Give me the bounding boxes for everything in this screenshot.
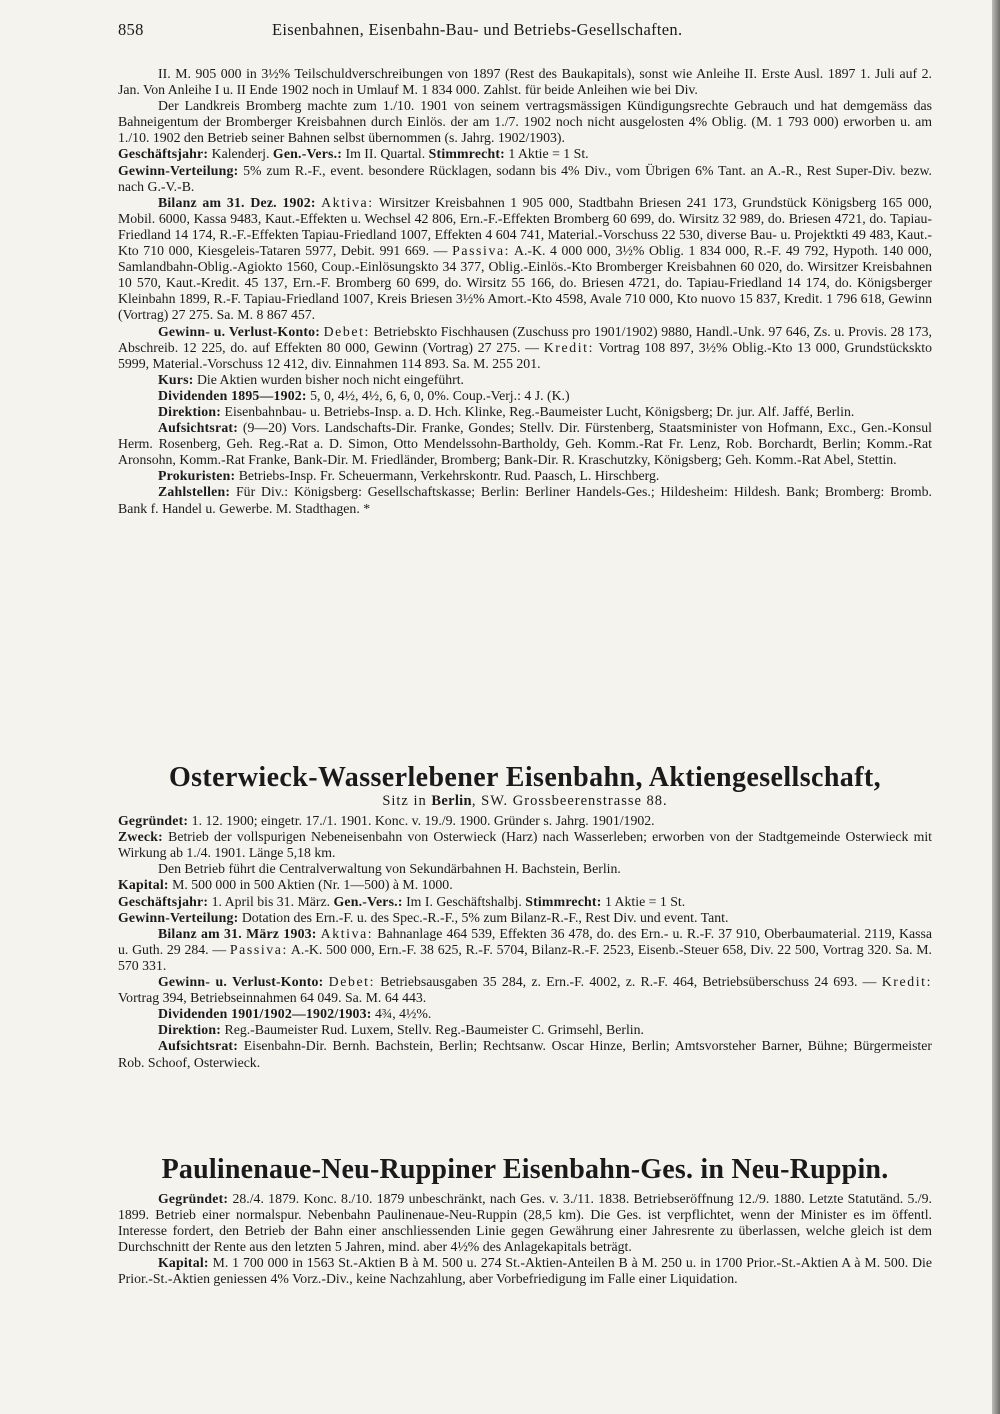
label-kredit: Kredit: — [881, 974, 933, 990]
label-debet: Debet: — [328, 974, 376, 990]
entry-zweck — [118, 829, 932, 861]
company-seat-osterwieck — [118, 793, 932, 809]
entry-direktion — [118, 1022, 932, 1038]
label-gegruendet: Gegründet: — [158, 1191, 229, 1206]
label-gen-vers: Gen.-Vers.: — [333, 893, 403, 909]
text-stimmrecht: 1 Aktie = 1 St. — [504, 146, 589, 162]
section-continuation — [118, 66, 932, 517]
seat-prefix: Sitz in — [382, 793, 432, 809]
entry-gegruendet — [118, 1191, 932, 1255]
text-gen-vers: Im I. Geschäftshalbj. — [402, 893, 526, 909]
page-number: 858 — [118, 20, 144, 39]
text-passiva: A.-K. 4 000 000, 3½% Oblig. 1 834 000, R.-F. 49 792, Hypoth. 140 000, Samlandbahn-Oblig.-Agiokto 1560, Coup.-Einlösungskto 34 377, Oblig.-Einlös.-Kto Bromberger Kreisbahnen 60 020, do. Wirsitzer Kreisbahnen 10 570, Kaut.-Kredit. 45 137, Ern.-F. Bromberg 60 699, do. Wirsitz 55 166, do. Briesen 4721, do. Tapiau-Friedland 14 174, do. Königsberger Kleinbahn 1899, R.-F. Tapiau-Friedland 1007, Kreis Briesen 3½% Amort.-Kto 4598, Avale 710 000, Kto nuovo 15 837, Kredit. 1 796 618, Gewinn (Vortrag) 27 275. Sa. M. 8 867 457. — [118, 243, 932, 323]
label-gewinn-verteilung: Gewinn-Verteilung: — [118, 909, 239, 925]
entry-gewinn-verteilung — [118, 910, 932, 926]
entry-kurs — [118, 372, 932, 388]
label-gen-vers: Gen.-Vers.: — [272, 146, 343, 162]
text-kredit: Vortrag 394, Betriebseinnahmen 64 049. Sa. M. 64 443. — [118, 990, 427, 1006]
entry-dividenden — [118, 388, 932, 404]
label-kapital: Kapital: — [118, 877, 169, 893]
page-header — [118, 20, 932, 44]
label-zahlstellen: Zahlstellen: — [158, 484, 231, 500]
paragraph-anleihe: II. M. 905 000 in 3½% Teilschuldverschreibungen von 1897 (Rest des Baukapitals), sonst wie Anleihe II. Erste Ausl. 1897 1. Juli auf 2. Jan. Von Anleihe I u. II Ende 1902 noch in Umlauf M. 1 834 000. Zahlst. für beide Anleihen wie bei Div. — [118, 66, 932, 98]
entry-gewinn-verlust — [118, 324, 932, 372]
seat-city: Berlin — [431, 793, 472, 809]
text-passiva: A.-K. 500 000, Ern.-F. 38 625, R.-F. 5704, Bilanz-R.-F. 2523, Eisenb.-Steuer 658, Div. 22 500, Vortrag 320. Sa. M. 570 331. — [118, 941, 932, 973]
text-direktion: Eisenbahnbau- u. Betriebs-Insp. a. D. Hch. Klinke, Reg.-Baumeister Lucht, Königsberg; Dr. jur. Alf. Jaffé, Berlin. — [221, 403, 855, 419]
text-gewinn-verteilung: 5% zum R.-F., event. besondere Rücklagen, sodann bis 4% Div., vom Übrigen 6% Tant. an A.-R., Rest Super-Div. bezw. nach G.-V.-B. — [118, 162, 932, 194]
label-kurs: Kurs: — [158, 371, 194, 387]
label-gewinn-verteilung: Gewinn-Verteilung: — [118, 162, 239, 178]
text-debet: Betriebsausgaben 35 284, z. Ern.-F. 4002, z. R.-F. 464, Betriebsüberschuss 24 693. — — [375, 974, 882, 990]
company-title-osterwieck: Osterwieck-Wasserlebener Eisenbahn, Aktiengesellschaft, — [168, 762, 882, 793]
label-direktion: Direktion: — [158, 1022, 222, 1038]
company-title-paulinenaue: Paulinenaue-Neu-Ruppiner Eisenbahn-Ges. in Neu-Ruppin. — [161, 1154, 889, 1185]
text-aktiva: Wirsitzer Kreisbahnen 1 905 000, Stadtbahn Briesen 241 173, Grundstück Königsberg 165 000, Mobil. 6000, Kassa 9483, Kaut.-Effekten u. Wechsel 42 806, Ern.-F.-Effekten Bromberg 60 699, do. Wirsitz 32 989, do. Briesen 4721, do. Tapiau-Friedland 14 174, R.-F.-Effekten Tapiau-Friedland 1007, Effekten 4 604 741, Material.-Vorschuss 22 530, diverse Bau- u. Projektkti 49 483, Kaut.-Kto 710 000, Kiesgeleis-Tataren 5977, Debit. 991 669. — — [118, 194, 932, 259]
section-paulinenaue — [118, 1146, 932, 1288]
label-stimmrecht: Stimmrecht: — [525, 893, 602, 909]
entry-betrieb: Den Betrieb führt die Centralverwaltung von Sekundärbahnen H. Bachstein, Berlin. — [158, 861, 621, 877]
entry-dividenden — [118, 1006, 932, 1022]
label-geschaeftsjahr: Geschäftsjahr: — [118, 893, 209, 909]
text-gewinn-verteilung: Dotation des Ern.-F. u. des Spec.-R.-F., 5% zum Bilanz-R.-F., Rest Div. und event. Tant. — [238, 909, 729, 925]
text-dividenden: 4¾, 4½%. — [371, 1006, 432, 1022]
text-kurs: Die Aktien wurden bisher noch nicht eingeführt. — [193, 371, 465, 387]
label-bilanz: Bilanz am 31. Dez. 1902: — [158, 194, 316, 210]
entry-kapital — [118, 1255, 932, 1287]
entry-geschaeftsjahr — [118, 146, 932, 162]
text-dividenden: 5, 0, 4½, 4½, 6, 6, 0, 0%. Coup.-Verj.: 4 J. (K.) — [306, 387, 570, 403]
entry-aufsichtsrat — [118, 1038, 932, 1070]
text-aufsichtsrat: (9—20) Vors. Landschafts-Dir. Franke, Gondes; Stellv. Dir. Fürstenberg, Staatsminister von Hofmann, Exc., Gen.-Konsul Herm. Rosenberg, Geh. Reg.-Rat a. D. Simon, Otto Mendelssohn-Bartholdy, Geh. Komm.-Rat Fr. Lenz, Rob. Borchardt, Berlin; Komm.-Rat Aronsohn, Komm.-Rat Franke, Bank-Dir. M. Friedländer, Bromberg; Bank-Dir. R. Kraschutzky, Königsberg; Geh. Komm.-Rat Abel, Stettin. — [118, 420, 932, 468]
text-kapital: M. 500 000 in 500 Aktien (Nr. 1—500) à M. 1000. — [168, 877, 453, 893]
label-bilanz: Bilanz am 31. März 1903: — [158, 925, 317, 941]
text-gegruendet: 28./4. 1879. Konc. 8./10. 1879 unbeschränkt, nach Ges. v. 3./11. 1838. Betriebseröffnung 12./9. 1880. Letzte Statutänd. 5./9. 1899. Betrieb einer normalspur. Nebenbahn Paulinenaue-Neu-Ruppin (28,5 km). Die Ges. ist verpflichtet, wenn der Minister es im öffentl. Interesse fordert, den Betrieb der Bahn einer anschliessenden Linie gegen Gewährung einer Jahresrente zu überlassen, welche gleich ist dem Durchschnitt der Rente aus den letzten 5 Jahren, mind. aber 4½% des Anlagekapitals beträgt. — [118, 1191, 932, 1255]
label-kapital: Kapital: — [158, 1255, 209, 1271]
entry-direktion — [118, 404, 932, 420]
text-kapital: M. 1 700 000 in 1563 St.-Aktien B à M. 500 u. 274 St.-Aktien-Anteilen B à M. 250 u. in 1700 Prior.-St.-Aktien A à M. 500. Die Prior.-St.-Aktien geniessen 4% Vorz.-Div., keine Nachzahlung, aber Vorbefriedigung im Falle einer Liquidation. — [118, 1255, 932, 1287]
entry-aufsichtsrat — [118, 420, 932, 468]
entry-kapital — [118, 877, 932, 893]
text-prokuristen: Betriebs-Insp. Fr. Scheuermann, Verkehrskontr. Rud. Paasch, L. Hirschberg. — [235, 468, 660, 484]
label-gegruendet: Gegründet: — [118, 813, 189, 829]
label-kredit: Kredit: — [543, 339, 594, 355]
text-debet: Betriebskto Fischhausen (Zuschuss pro 1901/1902) 9880, Handl.-Unk. 97 646, Zs. u. Provis. 28 173, Abschreib. 12 225, do. auf Effekten 80 000, Gewinn (Vortrag) 27 275. — — [118, 323, 932, 355]
label-zweck: Zweck: — [118, 829, 163, 845]
text-direktion: Reg.-Baumeister Rud. Luxem, Stellv. Reg.-Baumeister C. Grimsehl, Berlin. — [221, 1022, 644, 1038]
binding-edge — [992, 0, 1000, 1414]
label-dividenden: Dividenden 1895—1902: — [158, 387, 307, 403]
text-gen-vers: Im II. Quartal. — [342, 146, 429, 162]
entry-bilanz — [118, 195, 932, 324]
paragraph-landkreis: Der Landkreis Bromberg machte zum 1./10. 1901 von seinem vertragsmässigen Kündigungsrechte Gebrauch und hat demgemäss das Bahneigentum der Bromberger Kreisbahnen durch Einlös. der am 1./7. 1902 noch nicht ausgelosten 4% Oblig. (M. 1 793 000) erworben u. am 1./10. 1902 den Betrieb seiner Bahnen selbst übernommen (s. Jahrg. 1902/1903). — [118, 98, 932, 146]
label-stimmrecht: Stimmrecht: — [428, 146, 505, 162]
entry-gegruendet — [118, 813, 932, 829]
entry-geschaeftsjahr — [118, 894, 932, 910]
label-dividenden: Dividenden 1901/1902—1902/1903: — [158, 1006, 372, 1022]
label-aktiva: Aktiva: — [321, 194, 374, 210]
label-geschaeftsjahr: Geschäftsjahr: — [118, 146, 209, 162]
entry-gewinn-verlust — [118, 974, 932, 1006]
running-head: Eisenbahnen, Eisenbahn-Bau- und Betriebs-Gesellschaften. — [272, 20, 683, 39]
text-zahlstellen: Für Div.: Königsberg: Gesellschaftskasse; Berlin: Berliner Handels-Ges.; Hildesheim: Hildesh. Bank; Bromberg: Bromb. Bank f. Handel u. Gewerbe. M. Stadthagen. * — [118, 484, 932, 516]
label-aktiva: Aktiva: — [320, 925, 374, 941]
seat-address: , SW. Grossbeerenstrasse 88. — [471, 793, 668, 809]
label-passiva: Passiva: — [229, 941, 288, 957]
entry-bilanz — [118, 926, 932, 974]
text-gegruendet: 1. 12. 1900; eingetr. 17./1. 1901. Konc. v. 19./9. 1900. Gründer s. Jahrg. 1901/1902. — [188, 813, 655, 829]
entry-gewinn-verteilung — [118, 163, 932, 195]
label-prokuristen: Prokuristen: — [158, 468, 236, 484]
text-stimmrecht: 1 Aktie = 1 St. — [601, 893, 686, 909]
label-aufsichtsrat: Aufsichtsrat: — [158, 1038, 239, 1054]
text-geschaeftsjahr: Kalenderj. — [208, 146, 273, 162]
section-osterwieck — [118, 754, 932, 1071]
text-kredit: Vortrag 108 897, 3½% Oblig.-Kto 13 000, Grundstückskto 5999, Material.-Vorschuss 12 412, div. Einnahmen 114 893. Sa. M. 255 201. — [118, 339, 932, 371]
text-geschaeftsjahr: 1. April bis 31. März. — [208, 893, 334, 909]
label-aufsichtsrat: Aufsichtsrat: — [158, 420, 239, 436]
text-zweck: Betrieb der vollspurigen Nebeneisenbahn von Osterwieck (Harz) nach Wasserleben; erworben von der Stadtgemeinde Osterwieck mit Wirkung ab 1./4. 1901. Länge 5,18 km. — [118, 829, 932, 861]
entry-zahlstellen — [118, 484, 932, 516]
label-gewinn-verlust: Gewinn- u. Verlust-Konto: — [158, 323, 321, 339]
label-passiva: Passiva: — [452, 243, 511, 259]
label-debet: Debet: — [323, 323, 370, 339]
label-gewinn-verlust: Gewinn- u. Verlust-Konto: — [158, 974, 324, 990]
label-direktion: Direktion: — [158, 403, 222, 419]
text-aktiva: Bahnanlage 464 539, Effekten 36 478, do. des Ern.- u. R.-F. 37 910, Oberbaumaterial. 2119, Kassa u. Guth. 29 284. — — [118, 925, 933, 957]
text-aufsichtsrat: Eisenbahn-Dir. Bernh. Bachstein, Berlin; Rechtsanw. Oscar Hinze, Berlin; Amtsvorsteher Barner, Bühne; Bürgermeister Rob. Schoof, Osterwieck. — [118, 1038, 932, 1070]
entry-prokuristen — [118, 468, 932, 484]
